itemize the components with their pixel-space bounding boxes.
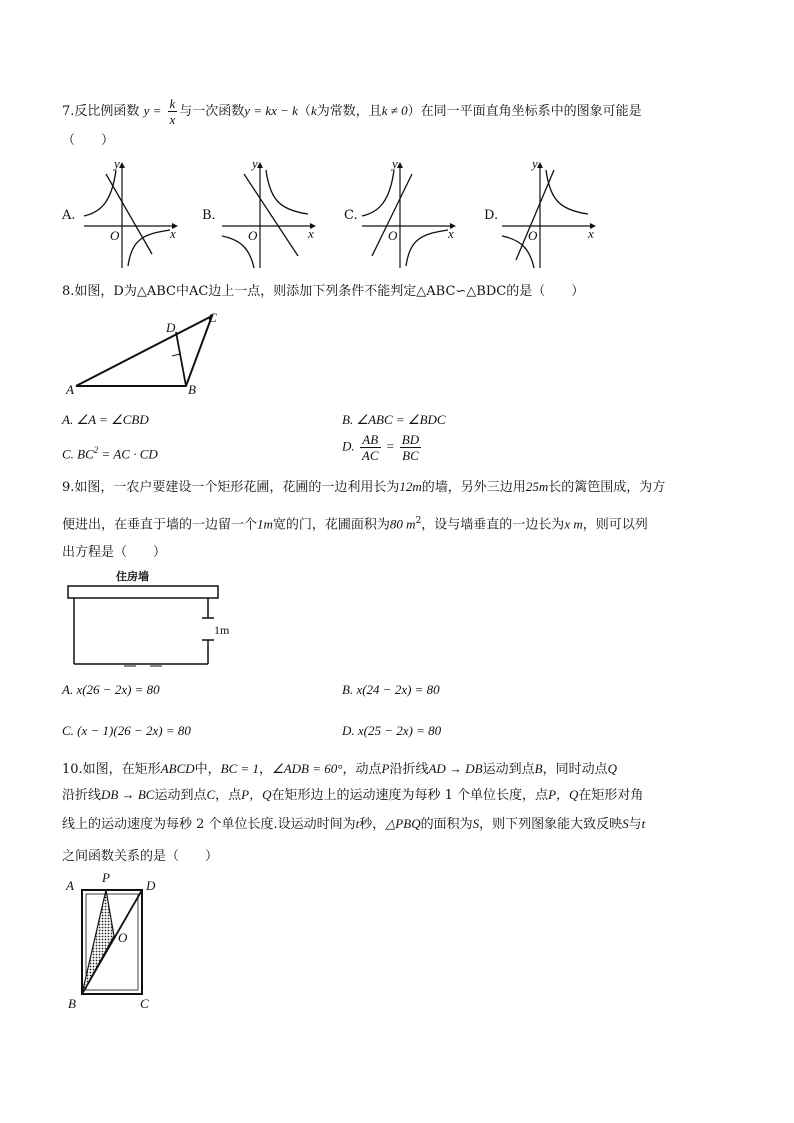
q9-option-b: B. x(24 − 2x) = 80 bbox=[342, 682, 440, 697]
q10-stem-line3: 线上的运动速度为每秒 2 个单位长度.设运动时间为t秒，△PBQ的面积为S，则下列图象能大致反映S与t bbox=[62, 816, 646, 832]
q8-stem: 8.如图，D为△ABC中AC边上一点，则添加下列条件不能判定△ABC∽△BDC的是（ ） bbox=[62, 284, 585, 299]
q10-stem-line1: 10.如图，在矩形ABCD中，BC = 1，∠ADB = 60°，动点P沿折线AD → DB运动到点B，同时动点Q bbox=[62, 761, 617, 777]
svg-text:D: D bbox=[166, 320, 176, 335]
q7-graph-c bbox=[358, 156, 458, 270]
svg-text:y: y bbox=[532, 156, 538, 171]
q9-figure bbox=[64, 568, 244, 668]
svg-text:O: O bbox=[110, 228, 120, 243]
svg-text:P: P bbox=[102, 870, 110, 885]
q10-stem-line4: 之间函数关系的是（ ） bbox=[62, 849, 219, 864]
svg-text:O: O bbox=[248, 228, 258, 243]
svg-text:y: y bbox=[252, 156, 258, 171]
q8-option-a: A. ∠A = ∠CBD bbox=[62, 412, 149, 427]
svg-text:A: A bbox=[66, 382, 74, 397]
q8-figure bbox=[64, 312, 224, 396]
q9-option-c: C. (x − 1)(26 − 2x) = 80 bbox=[62, 723, 191, 738]
svg-text:D: D bbox=[146, 878, 156, 893]
q9-option-d: D. x(25 − 2x) = 80 bbox=[342, 723, 442, 738]
q8-option-b: B. ∠ABC = ∠BDC bbox=[342, 412, 446, 427]
q7-graph-b bbox=[218, 156, 318, 270]
svg-text:x: x bbox=[308, 226, 314, 241]
q7-option-c-label: C. bbox=[344, 208, 358, 223]
q7-fraction: $\frac{k}{x}$ bbox=[169, 96, 176, 127]
q9-option-a: A. x(26 − 2x) = 80 bbox=[62, 682, 160, 697]
q7-option-d-label: D. bbox=[484, 208, 499, 223]
q7-option-a-label: A. bbox=[62, 208, 76, 223]
q9-stem-line1: 9.如图，一农户要建设一个矩形花圃，花圃的一边利用长为12m的墙，另外三边用25m长的篱笆围成，为方 bbox=[62, 479, 666, 495]
q7-answer-paren: （ ） bbox=[62, 133, 115, 148]
q7-graph-a bbox=[80, 156, 180, 270]
svg-text:y: y bbox=[114, 156, 120, 171]
svg-text:1m: 1m bbox=[214, 623, 230, 637]
svg-text:y: y bbox=[392, 156, 398, 171]
svg-text:O: O bbox=[388, 228, 398, 243]
svg-text:B: B bbox=[68, 996, 76, 1011]
q7-graph-d bbox=[498, 156, 598, 270]
svg-text:x: x bbox=[448, 226, 454, 241]
svg-text:A: A bbox=[66, 878, 74, 893]
svg-text:O: O bbox=[118, 930, 128, 945]
svg-text:住房墙: 住房墙 bbox=[116, 570, 149, 583]
svg-text:O: O bbox=[528, 228, 538, 243]
q9-stem-line2: 便进出，在垂直于墙的一边留一个1m宽的门，花圃面积为80 $m^2$，设与墙垂直的一边长为x m，则可以列 bbox=[62, 516, 648, 533]
svg-text:B: B bbox=[188, 382, 196, 397]
q7-stem: 7.反比例函数 y = $\frac{k}{x}$ 与一次函数y = kx − k（k为常数，且k ≠ 0）在同一平面直角坐标系中的图象可能是 bbox=[62, 96, 642, 127]
svg-text:x: x bbox=[588, 226, 594, 241]
svg-text:x: x bbox=[170, 226, 176, 241]
q7-option-b-label: B. bbox=[202, 208, 216, 223]
q8-option-c: C. $BC^2$ = AC · CD bbox=[62, 445, 158, 462]
q10-stem-line2: 沿折线DB → BC运动到点C，点P，Q在矩形边上的运动速度为每秒 1 个单位长度，点P，Q在矩形对角 bbox=[62, 787, 644, 803]
q10-figure bbox=[62, 872, 172, 1014]
q8-option-d: D. $\frac{AB}{AC}$ = $\frac{BD}{BC}$ bbox=[342, 432, 420, 463]
svg-text:C: C bbox=[140, 996, 149, 1011]
svg-text:C: C bbox=[208, 310, 217, 325]
q9-stem-line3: 出方程是（ ） bbox=[62, 545, 167, 560]
